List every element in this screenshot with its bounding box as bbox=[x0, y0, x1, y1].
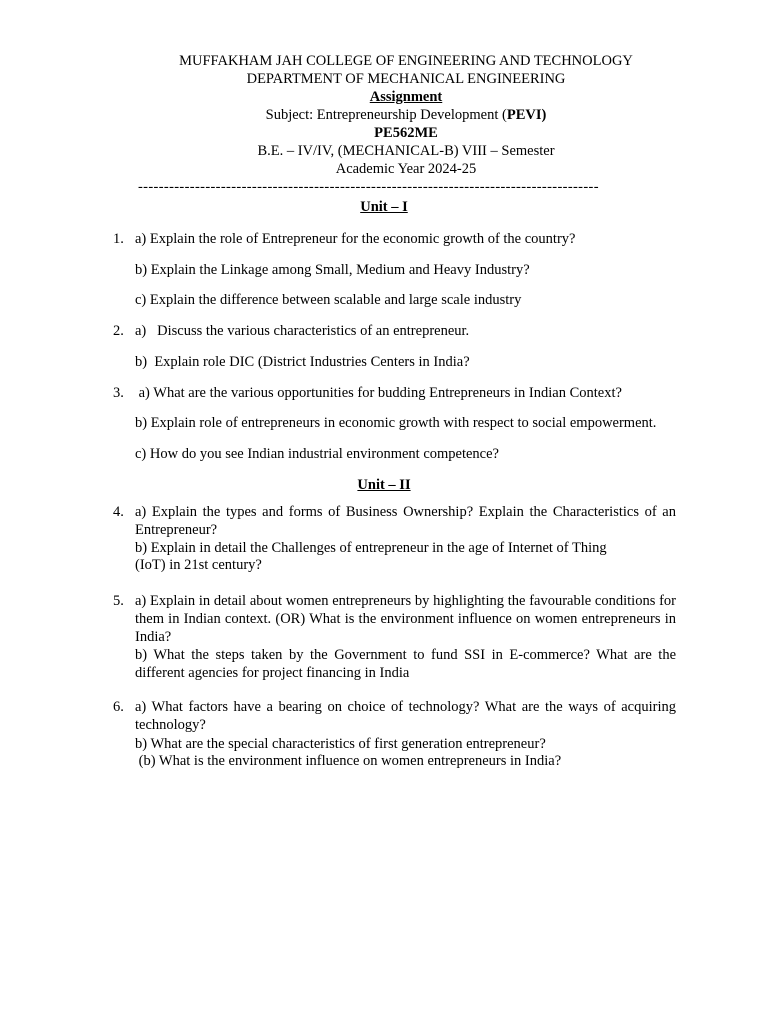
question-part: a) Explain the types and forms of Business Ownership? Explain the Characteristics of an Entrepreneur? bbox=[135, 504, 676, 538]
department-name: DEPARTMENT OF MECHANICAL ENGINEERING bbox=[246, 71, 566, 87]
question-part: a) What factors have a bearing on choice of technology? What are the ways of acquiring technology? bbox=[135, 699, 676, 733]
question-number: 2. bbox=[113, 323, 124, 339]
document-header bbox=[100, 52, 712, 178]
question-part: b) Explain the Linkage among Small, Medium and Heavy Industry? bbox=[135, 262, 530, 278]
question-part: a) Explain the role of Entrepreneur for the economic growth of the country? bbox=[135, 231, 576, 247]
unit-heading: Unit – II bbox=[357, 477, 411, 493]
academic-year: Academic Year 2024-25 bbox=[335, 161, 477, 177]
program-line: B.E. – IV/IV, (MECHANICAL-B) VIII – Semester bbox=[257, 143, 555, 159]
question-number: 6. bbox=[113, 699, 124, 715]
question-part: b) Explain role of entrepreneurs in economic growth with respect to social empowerment. bbox=[135, 415, 657, 431]
subject-line bbox=[100, 106, 712, 124]
question-part: a) Discuss the various characteristics of an entrepreneur. bbox=[135, 323, 470, 339]
question-number: 5. bbox=[113, 593, 124, 609]
question-part: (IoT) in 21st century? bbox=[135, 557, 262, 573]
college-name: MUFFAKHAM JAH COLLEGE OF ENGINEERING AND TECHNOLOGY bbox=[179, 53, 633, 69]
subject-prefix: Subject: Entrepreneurship Development ( bbox=[265, 107, 507, 123]
separator-line: ----------------------------------------------------------------------------------------- bbox=[138, 179, 599, 195]
question-number: 3. bbox=[113, 385, 124, 401]
document-type: Assignment bbox=[369, 89, 443, 105]
question-number: 1. bbox=[113, 231, 124, 247]
question-part: b) What are the special characteristics of first generation entrepreneur? bbox=[135, 736, 546, 752]
course-code: PE562ME bbox=[374, 125, 438, 141]
question-part: (b) What is the environment influence on women entrepreneurs in India? bbox=[135, 753, 562, 769]
question-number: 4. bbox=[113, 504, 124, 520]
question-part: b) Explain role DIC (District Industries Centers in India? bbox=[135, 354, 470, 370]
question-part: a) What are the various opportunities for budding Entrepreneurs in Indian Context? bbox=[135, 385, 622, 401]
question-part: b) Explain in detail the Challenges of entrepreneur in the age of Internet of Thing bbox=[135, 540, 607, 556]
question-part: c) How do you see Indian industrial environment competence? bbox=[135, 446, 499, 462]
question-part: c) Explain the difference between scalable and large scale industry bbox=[135, 292, 522, 308]
question-part: b) What the steps taken by the Government to fund SSI in E-commerce? What are the different agencies for project financing in India bbox=[135, 647, 676, 681]
subject-code: PEVI) bbox=[506, 107, 547, 123]
question-part: a) Explain in detail about women entrepreneurs by highlighting the favourable conditions for them in Indian context. (OR) What is the environment influence on women entrepreneurs in India? bbox=[135, 593, 676, 645]
unit-heading: Unit – I bbox=[360, 199, 408, 215]
